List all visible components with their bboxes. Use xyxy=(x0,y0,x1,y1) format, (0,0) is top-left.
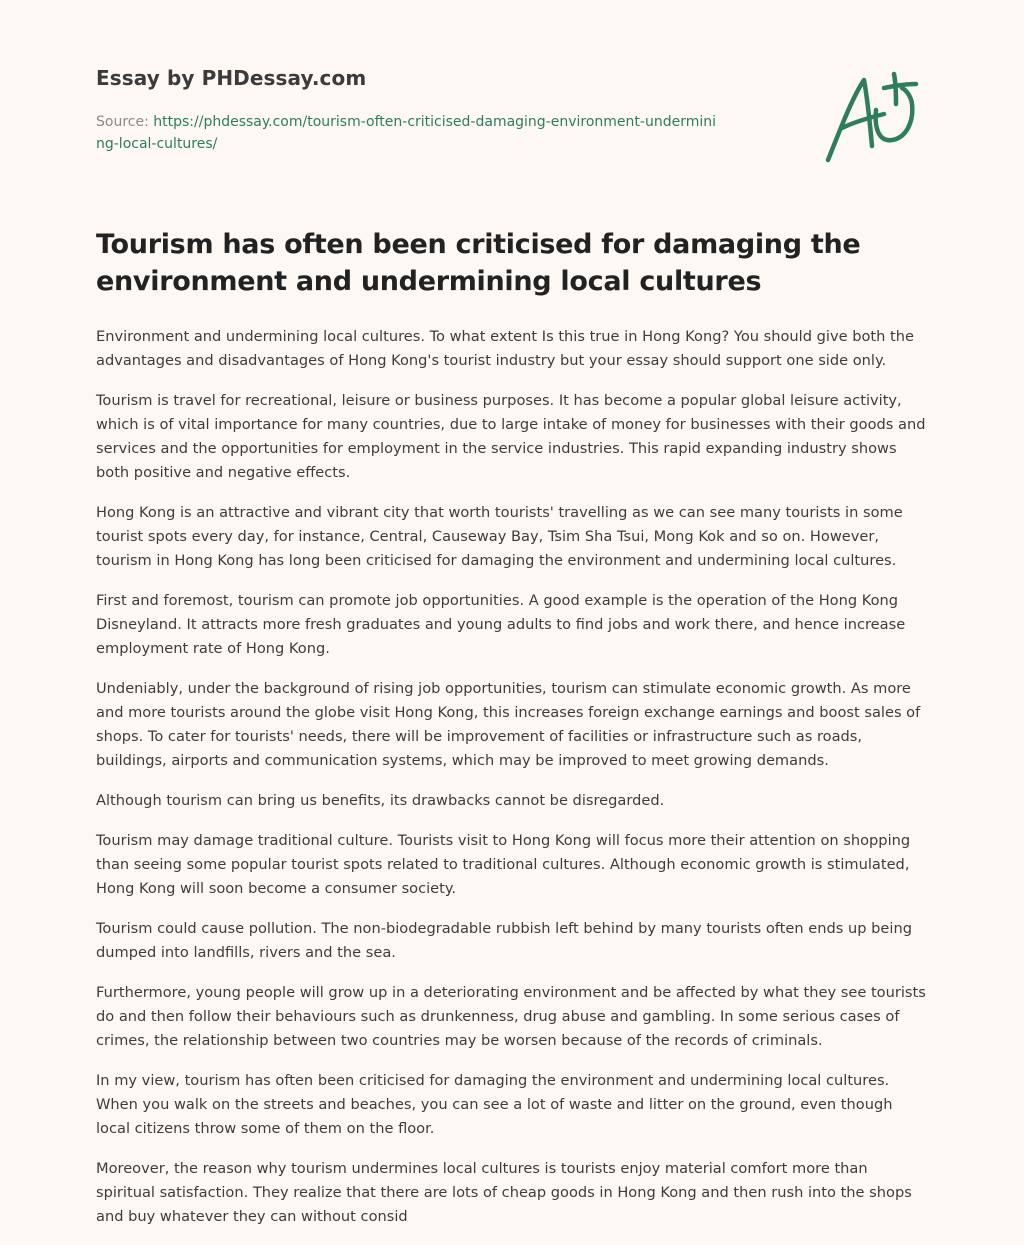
source-link[interactable]: https://phdessay.com/tourism-often-criticised-damaging-environment-undermining-local-cultures/ xyxy=(96,114,717,152)
paragraph: Tourism is travel for recreational, leisure or business purposes. It has become a popular global leisure activity, which is of vital importance for many countries, due to large intake of money for businesses with their goods and services and the opportunities for employment in the service industries. This rapid expanding industry shows both positive and negative effects. xyxy=(96,392,926,481)
site-brand: Essay by PHDessay.com xyxy=(96,66,367,90)
paragraph: Hong Kong is an attractive and vibrant city that worth tourists' travelling as we can see many tourists in some tourist spots every day, for instance, Central, Causeway Bay, Tsim Sha Tsui, Mong Kok and so on. However, tourism in Hong Kong has long been criticised for damaging the environment and undermining local cultures. xyxy=(96,504,903,569)
paragraph: Undeniably, under the background of rising job opportunities, tourism can stimulate economic growth. As more and more tourists around the globe visit Hong Kong, this increases foreign exchange earnings and boost sales of shops. To cater for tourists' needs, there will be improvement of facilities or infrastructure such as roads, buildings, airports and communication systems, which may be improved to meet growing demands. xyxy=(96,680,921,769)
paragraph: Moreover, the reason why tourism undermines local cultures is tourists enjoy material comfort more than spiritual satisfaction. They realize that there are lots of cheap goods in Hong Kong and then rush into the shops and buy whatever they can without consid xyxy=(96,1160,912,1225)
paragraph: Tourism could cause pollution. The non-biodegradable rubbish left behind by many tourists often ends up being dumped into landfills, rivers and the sea. xyxy=(96,920,912,961)
paragraph: Tourism may damage traditional culture. Tourists visit to Hong Kong will focus more their attention on shopping than seeing some popular tourist spots related to traditional cultures. Although economic growth is stimulated, Hong Kong will soon become a consumer society. xyxy=(96,832,911,897)
paragraph: Environment and undermining local cultures. To what extent Is this true in Hong Kong? You should give both the advantages and disadvantages of Hong Kong's tourist industry but your essay should support one side only. xyxy=(96,328,914,369)
paragraph: Although tourism can bring us benefits, its drawbacks cannot be disregarded. xyxy=(96,792,665,809)
source-label: Source: xyxy=(96,114,154,130)
a-plus-logo-icon xyxy=(824,68,924,166)
paragraph: Furthermore, young people will grow up in a deteriorating environment and be affected by what they see tourists do and then follow their behaviours such as drunkenness, drug abuse and gambling. In some serious cases of crimes, the relationship between two countries may be worsen because of the records of criminals. xyxy=(96,984,926,1049)
paragraph: In my view, tourism has often been criticised for damaging the environment and undermining local cultures. When you walk on the streets and beaches, you can see a lot of waste and litter on the ground, even though local citizens throw some of them on the floor. xyxy=(96,1072,893,1137)
essay-title: Tourism has often been criticised for damaging the environment and undermining local cultures xyxy=(96,229,861,297)
essay-body xyxy=(96,325,930,1245)
paragraph: First and foremost, tourism can promote job opportunities. A good example is the operation of the Hong Kong Disneyland. It attracts more fresh graduates and young adults to find jobs and work there, and hence increase employment rate of Hong Kong. xyxy=(96,592,906,657)
source-line xyxy=(96,111,716,155)
